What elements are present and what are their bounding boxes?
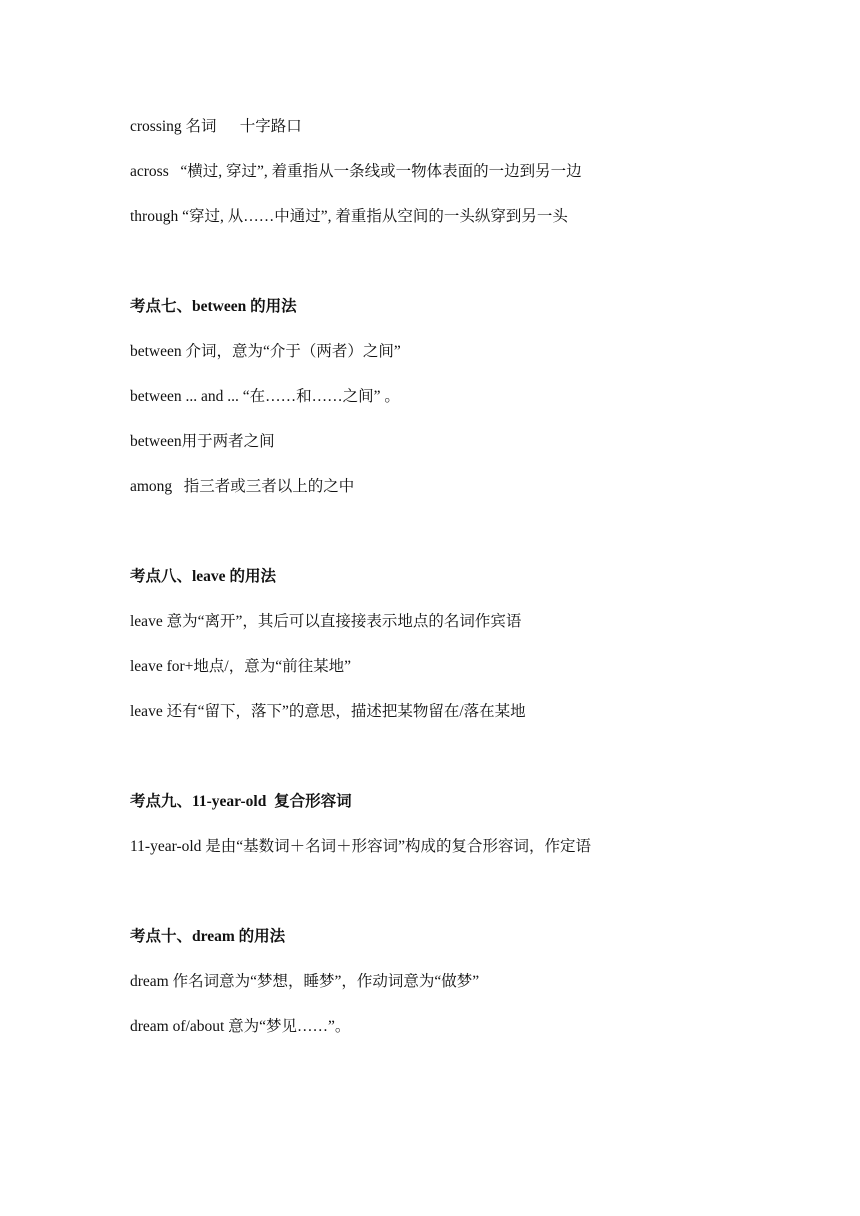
- text-line-11-year-old: 11-year-old 是由“基数词＋名词＋形容词”构成的复合形容词，作定语: [130, 838, 592, 855]
- text-line-leave-for: leave for+地点/，意为“前往某地”: [130, 658, 351, 675]
- section-heading-7: 考点七、between 的用法: [130, 298, 297, 315]
- text-line-between-def: between 介词，意为“介于（两者）之间”: [130, 343, 401, 360]
- section-heading-9: 考点九、11-year-old 复合形容词: [130, 793, 352, 810]
- section-heading-8: 考点八、leave 的用法: [130, 568, 276, 585]
- text-line-dream-def: dream 作名词意为“梦想，睡梦”，作动词意为“做梦”: [130, 973, 480, 990]
- text-line-leave-def: leave 意为“离开”，其后可以直接接表示地点的名词作宾语: [130, 613, 522, 630]
- section-heading-10: 考点十、dream 的用法: [130, 928, 286, 945]
- text-line-leave-also: leave 还有“留下，落下”的意思，描述把某物留在/落在某地: [130, 703, 526, 720]
- text-line-among: among 指三者或三者以上的之中: [130, 478, 355, 495]
- text-line-across: across “横过, 穿过”, 着重指从一条线或一物体表面的一边到另一边: [130, 163, 582, 180]
- text-line-crossing: crossing 名词 十字路口: [130, 118, 302, 135]
- text-line-dream-of: dream of/about 意为“梦见……”。: [130, 1018, 351, 1035]
- text-line-through: through “穿过, 从……中通过”, 着重指从空间的一头纵穿到另一头: [130, 208, 568, 225]
- text-line-between-and: between ... and ... “在……和……之间” 。: [130, 388, 400, 405]
- text-line-between-usage: between用于两者之间: [130, 433, 275, 450]
